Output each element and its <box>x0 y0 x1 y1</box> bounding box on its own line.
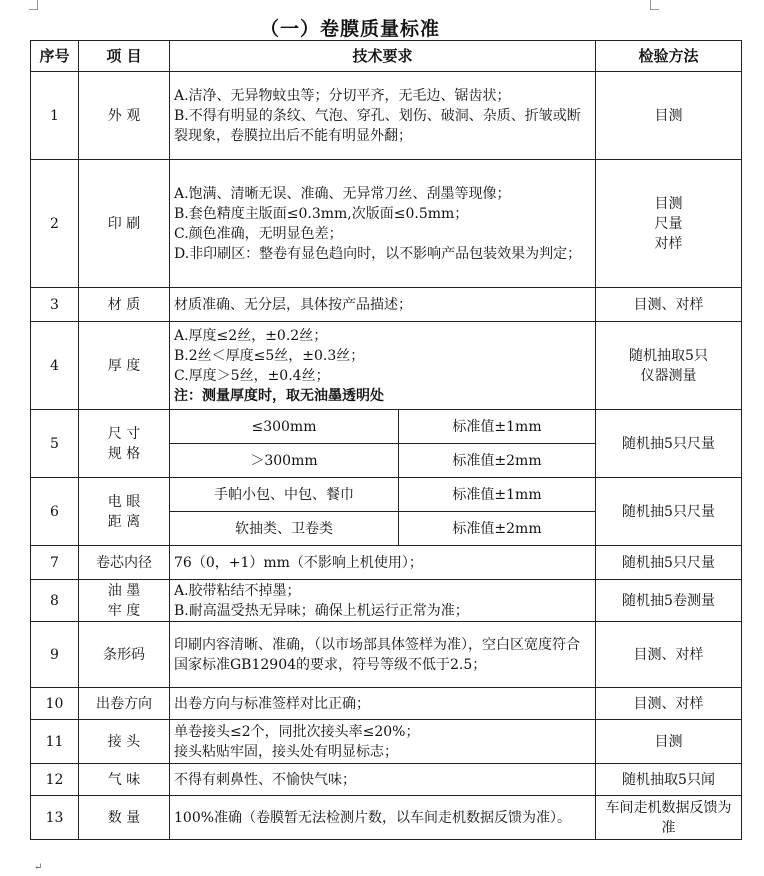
requirement-line: A.饱满、清晰无误、准确、无异常刀丝、刮墨等现像； <box>174 185 511 202</box>
row-number: 11 <box>31 720 79 764</box>
inspection-method <box>596 622 742 688</box>
table-row <box>31 720 742 764</box>
requirement-line: A.胶带粘结不掉墨； <box>174 582 301 599</box>
sub-condition: 软抽类、卫卷类 <box>170 512 399 546</box>
requirement-note: 注：测量厚度时，取无油墨透明处 <box>174 387 384 404</box>
method-line: 仪器测量 <box>640 367 697 384</box>
inspection-method <box>596 688 742 720</box>
row-number: 9 <box>31 622 79 688</box>
item-name: 出卷方向 <box>79 688 170 720</box>
sub-tolerance: 标准值±1mm <box>399 410 596 444</box>
inspection-method <box>596 764 742 796</box>
paragraph-mark: ↵ <box>34 862 43 873</box>
inspection-method <box>596 546 742 580</box>
method-line: 随机抽5只尺量 <box>622 435 715 452</box>
item-name: 条形码 <box>79 622 170 688</box>
page-corner-mark <box>37 0 38 9</box>
table-row <box>31 322 742 410</box>
technical-requirement <box>170 72 596 160</box>
table-row <box>31 796 742 840</box>
requirement-line: 印刷内容清晰、准确，（以市场部具体签样为准），空白区宽度符合国家标准GB12904的要求，符号等级不低于2.5； <box>174 636 580 673</box>
requirement-line: 单卷接头≤2个，同批次接头率≤20%； <box>174 723 420 740</box>
header-method: 检验方法 <box>596 41 742 72</box>
row-number: 13 <box>31 796 79 840</box>
requirement-line: C.颜色准确，无明显色差； <box>174 225 343 242</box>
technical-requirement <box>170 160 596 288</box>
table-row <box>31 410 742 444</box>
table-row <box>31 764 742 796</box>
item-name: 印 刷 <box>79 160 170 288</box>
technical-requirement <box>170 796 596 840</box>
requirement-line: B.2丝＜厚度≤5丝，±0.3丝； <box>174 347 365 364</box>
inspection-method <box>596 72 742 160</box>
inspection-method <box>596 322 742 410</box>
technical-requirement <box>170 288 596 322</box>
item-name <box>79 580 170 622</box>
requirement-line: 100%准确（卷膜暂无法检测片数，以车间走机数据反馈为准）。 <box>174 809 572 826</box>
item-label-line: 电 眼 <box>107 493 141 510</box>
table-row <box>31 160 742 288</box>
method-line: 随机抽5只尺量 <box>622 503 715 520</box>
item-label-line: 尺 寸 <box>107 425 141 442</box>
table-row <box>31 688 742 720</box>
row-number: 12 <box>31 764 79 796</box>
row-number: 5 <box>31 410 79 478</box>
header-item: 项 目 <box>79 41 170 72</box>
requirement-line: 材质准确、无分层，具体按产品描述； <box>174 296 412 313</box>
technical-requirement <box>170 322 596 410</box>
row-number: 7 <box>31 546 79 580</box>
row-number: 3 <box>31 288 79 322</box>
item-name: 接 头 <box>79 720 170 764</box>
item-name: 气 味 <box>79 764 170 796</box>
item-label-line: 牢 度 <box>107 602 141 619</box>
sub-condition: ＞300mm <box>170 444 399 478</box>
method-line: 随机抽取5只闻 <box>622 771 715 788</box>
table-header-row <box>31 41 742 72</box>
row-number: 1 <box>31 72 79 160</box>
requirement-line: A.洁净、无异物蚊虫等；分切平齐，无毛边、锯齿状； <box>174 87 511 104</box>
technical-requirement <box>170 764 596 796</box>
row-number: 8 <box>31 580 79 622</box>
item-label-line: 距 离 <box>107 513 141 530</box>
requirement-line: 不得有刺鼻性、不愉快气味； <box>174 771 356 788</box>
page-corner-mark <box>650 9 659 10</box>
method-line: 目测、对样 <box>633 646 704 663</box>
inspection-method <box>596 410 742 478</box>
method-line: 车间走机数据反馈为准 <box>605 799 732 836</box>
method-line: 随机抽5卷测量 <box>622 592 715 609</box>
method-line: 目测、对样 <box>633 296 704 313</box>
table-row <box>31 622 742 688</box>
row-number: 6 <box>31 478 79 546</box>
inspection-method <box>596 478 742 546</box>
item-name: 厚 度 <box>79 322 170 410</box>
requirement-line: B.耐高温受热无异味；确保上机运行正常为准； <box>174 602 469 619</box>
method-line: 对样 <box>654 235 683 252</box>
requirement-line: 接头粘贴牢固，接头处有明显标志； <box>174 743 398 760</box>
row-number: 2 <box>31 160 79 288</box>
technical-requirement <box>170 720 596 764</box>
table-row <box>31 288 742 322</box>
requirement-line: B.不得有明显的条纹、气泡、穿孔、划伤、破洞、杂质、折皱或断裂现象，卷膜拉出后不能有明显外翻； <box>174 107 581 144</box>
item-name: 卷芯内径 <box>79 546 170 580</box>
item-name <box>79 410 170 478</box>
sub-condition: 手帕小包、中包、餐巾 <box>170 478 399 512</box>
sub-tolerance: 标准值±2mm <box>399 512 596 546</box>
requirement-line: A.厚度≤2丝，±0.2丝； <box>174 327 328 344</box>
table-row <box>31 478 742 512</box>
item-name: 外 观 <box>79 72 170 160</box>
requirement-line: C.厚度＞5丝，±0.4丝； <box>174 367 330 384</box>
inspection-method <box>596 720 742 764</box>
header-no: 序号 <box>31 41 79 72</box>
header-requirements: 技术要求 <box>170 41 596 72</box>
technical-requirement <box>170 580 596 622</box>
requirement-line: 76（0，+1）mm（不影响上机使用）； <box>174 554 423 571</box>
page-title: （一）卷膜质量标准 <box>259 18 440 40</box>
method-line: 随机抽取5只 <box>629 347 708 364</box>
sub-tolerance: 标准值±1mm <box>399 478 596 512</box>
item-name <box>79 478 170 546</box>
page-corner-mark <box>29 9 38 10</box>
table-row <box>31 580 742 622</box>
method-line: 随机抽5只尺量 <box>622 554 715 571</box>
requirement-line: B.套色精度主版面≤0.3mm,次版面≤0.5mm； <box>174 205 469 222</box>
method-line: 目测 <box>654 107 683 124</box>
method-line: 尺量 <box>654 215 683 232</box>
method-line: 目测、对样 <box>633 695 704 712</box>
row-number: 10 <box>31 688 79 720</box>
method-line: 目测 <box>654 733 683 750</box>
technical-requirement <box>170 546 596 580</box>
inspection-method <box>596 288 742 322</box>
quality-standard-table <box>30 40 742 840</box>
sub-tolerance: 标准值±2mm <box>399 444 596 478</box>
item-name: 数 量 <box>79 796 170 840</box>
page-corner-mark <box>650 0 651 9</box>
item-label-line: 油 墨 <box>107 582 141 599</box>
sub-condition: ≤300mm <box>170 410 399 444</box>
inspection-method <box>596 580 742 622</box>
item-label-line: 规 格 <box>107 445 141 462</box>
requirement-line: D.非印刷区：整卷有显色趋向时，以不影响产品包装效果为判定； <box>174 245 582 262</box>
technical-requirement <box>170 622 596 688</box>
table-row <box>31 546 742 580</box>
requirement-line: 出卷方向与标准签样对比正确； <box>174 695 370 712</box>
row-number: 4 <box>31 322 79 410</box>
technical-requirement <box>170 688 596 720</box>
inspection-method <box>596 160 742 288</box>
table-row <box>31 72 742 160</box>
inspection-method <box>596 796 742 840</box>
method-line: 目测 <box>654 195 683 212</box>
item-name: 材 质 <box>79 288 170 322</box>
